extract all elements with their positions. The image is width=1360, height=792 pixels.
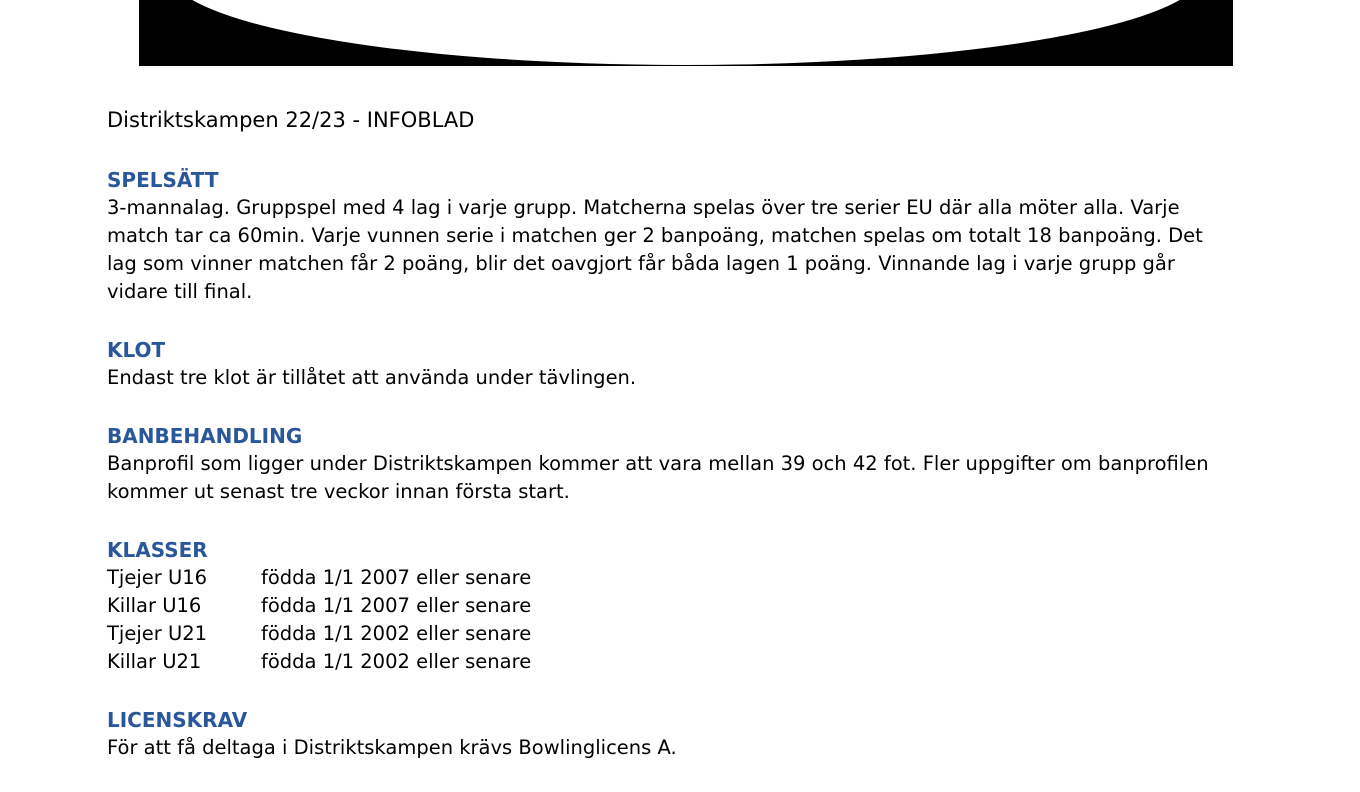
section-heading-licenskrav: LICENSKRAV [107, 708, 248, 732]
class-row [107, 620, 531, 648]
section-heading-banbehandling: BANBEHANDLING [107, 424, 303, 448]
class-row [107, 648, 531, 676]
class-rule: födda 1/1 2007 eller senare [261, 566, 532, 589]
class-name: Tjejer U16 [107, 566, 208, 589]
section-heading-spelsatt: SPELSÄTT [107, 168, 219, 192]
class-rule: födda 1/1 2007 eller senare [261, 594, 532, 617]
section-body-licenskrav: För att få deltaga i Distriktskampen krävs Bowlinglicens A. [107, 736, 677, 759]
class-row [107, 564, 531, 592]
section-heading-klot: KLOT [107, 338, 166, 362]
class-name: Killar U16 [107, 594, 202, 617]
section-body-klot: Endast tre klot är tillåtet att använda under tävlingen. [107, 366, 637, 389]
section-body-spelsatt: 3-mannalag. Gruppspel med 4 lag i varje grupp. Matcherna spelas över tre serier EU där alla möter alla. Varje match tar ca 60min. Varje vunnen serie i matchen ger 2 banpoäng, matchen spelas om totalt 18 banpoäng. Det lag som vinner matchen får 2 poäng, blir det oavgjort får båda lagen 1 poäng. Vinnande lag i varje grupp går vidare till final. [107, 196, 1203, 303]
classes-table [107, 564, 531, 676]
class-rule: födda 1/1 2002 eller senare [261, 622, 532, 645]
header-banner [139, 0, 1233, 66]
section-klot [107, 336, 1217, 392]
section-licenskrav [107, 706, 1217, 762]
section-spelsatt [107, 166, 1217, 306]
section-heading-klasser: KLASSER [107, 538, 208, 562]
section-klasser [107, 536, 1217, 676]
section-banbehandling [107, 422, 1217, 506]
banner-panel [169, 0, 1203, 65]
class-name: Killar U21 [107, 650, 202, 673]
section-body-banbehandling: Banprofil som ligger under Distriktskampen kommer att vara mellan 39 och 42 fot. Fler uppgifter om banprofilen kommer ut senast tre veckor innan första start. [107, 452, 1209, 503]
document-title: Distriktskampen 22/23 - INFOBLAD [107, 108, 475, 132]
class-rule: födda 1/1 2002 eller senare [261, 650, 532, 673]
class-name: Tjejer U21 [107, 622, 208, 645]
document-content [107, 105, 1217, 792]
class-row [107, 592, 531, 620]
